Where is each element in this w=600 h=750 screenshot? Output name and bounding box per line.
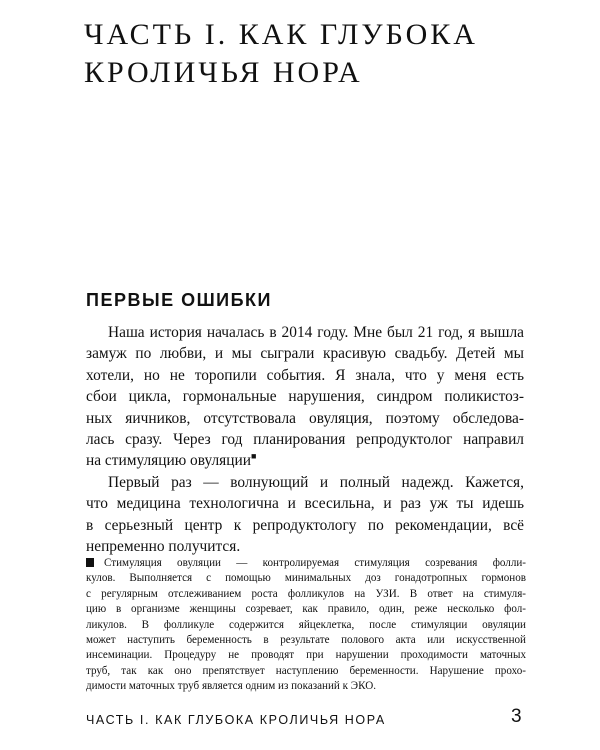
text-line: непременно получится. [86,538,241,556]
footnote-line: труб, так как оно препятствует наступлению беременности. Нарушение прохо- [86,664,526,677]
text-line: что медицина технологична и всесильна, и раз уж ты идешь [86,495,524,513]
body-text [86,322,524,557]
paragraph-2 [86,472,524,558]
part-title-line-2: КРОЛИЧЬЯ НОРА [84,56,363,89]
text-line: в серьезный центр к репродуктологу по рекомендации, всё [86,516,524,534]
text-line: Первый раз — волнующий и полный надежд. Кажется, [108,473,524,491]
footnote-text: Стимуляция овуляции — контролируемая стимуляция созревания фолли- [104,557,526,569]
running-head: ЧАСТЬ I. КАК ГЛУБОКА КРОЛИЧЬЯ НОРА [86,713,386,727]
paragraph-1 [86,322,524,472]
footnote-line: инсеминации. Процедуру не проводят при нарушении проходимости маточных [86,649,526,662]
text-line-with-footnote [86,450,524,471]
part-title-line-1: ЧАСТЬ I. КАК ГЛУБОКА [84,18,478,51]
text-line: лась сразу. Через год планирования репродуктолог направил [86,431,524,449]
footnote-line: димости маточных труб является одним из показаний к ЭКО. [86,680,377,693]
footnote [86,556,526,695]
text-line: ных яичников, отсутствовала овуляция, поэтому обследова- [86,409,524,427]
footnote-marker-icon [86,558,94,567]
text-line: замуж по любви, и мы сыграли красивую свадьбу. Детей мы [86,345,524,363]
part-title [84,16,478,92]
footnote-line: кулов. Выполняется с помощью минимальных доз гонадотропных гормонов [86,572,526,585]
footnote-line: цию в организме женщины созревает, как правило, один, реже несколько фол- [86,603,526,616]
footnote-reference[interactable]: ■ [250,451,257,462]
text-line: на стимуляцию овуляции [86,452,251,470]
text-line: хотели, но не торопили события. Я знала, что у меня есть [86,366,524,384]
page-number: 3 [511,706,522,727]
footnote-line [86,556,526,571]
section-title: ПЕРВЫЕ ОШИБКИ [86,290,272,310]
text-line: сбои цикла, гормональные нарушения, синдром поликистоз- [86,388,524,406]
footnote-line: с регулярным отслеживанием роста фолликулов на УЗИ. В ответ на стимуля- [86,587,526,600]
footnote-line: может наступить беременность в результате полового акта или искусственной [86,634,526,647]
footnote-line: ликулов. В фолликуле содержится яйцеклетка, после стимуляции овуляции [86,618,526,631]
text-line: Наша история началась в 2014 году. Мне был 21 год, я вышла [108,324,524,341]
